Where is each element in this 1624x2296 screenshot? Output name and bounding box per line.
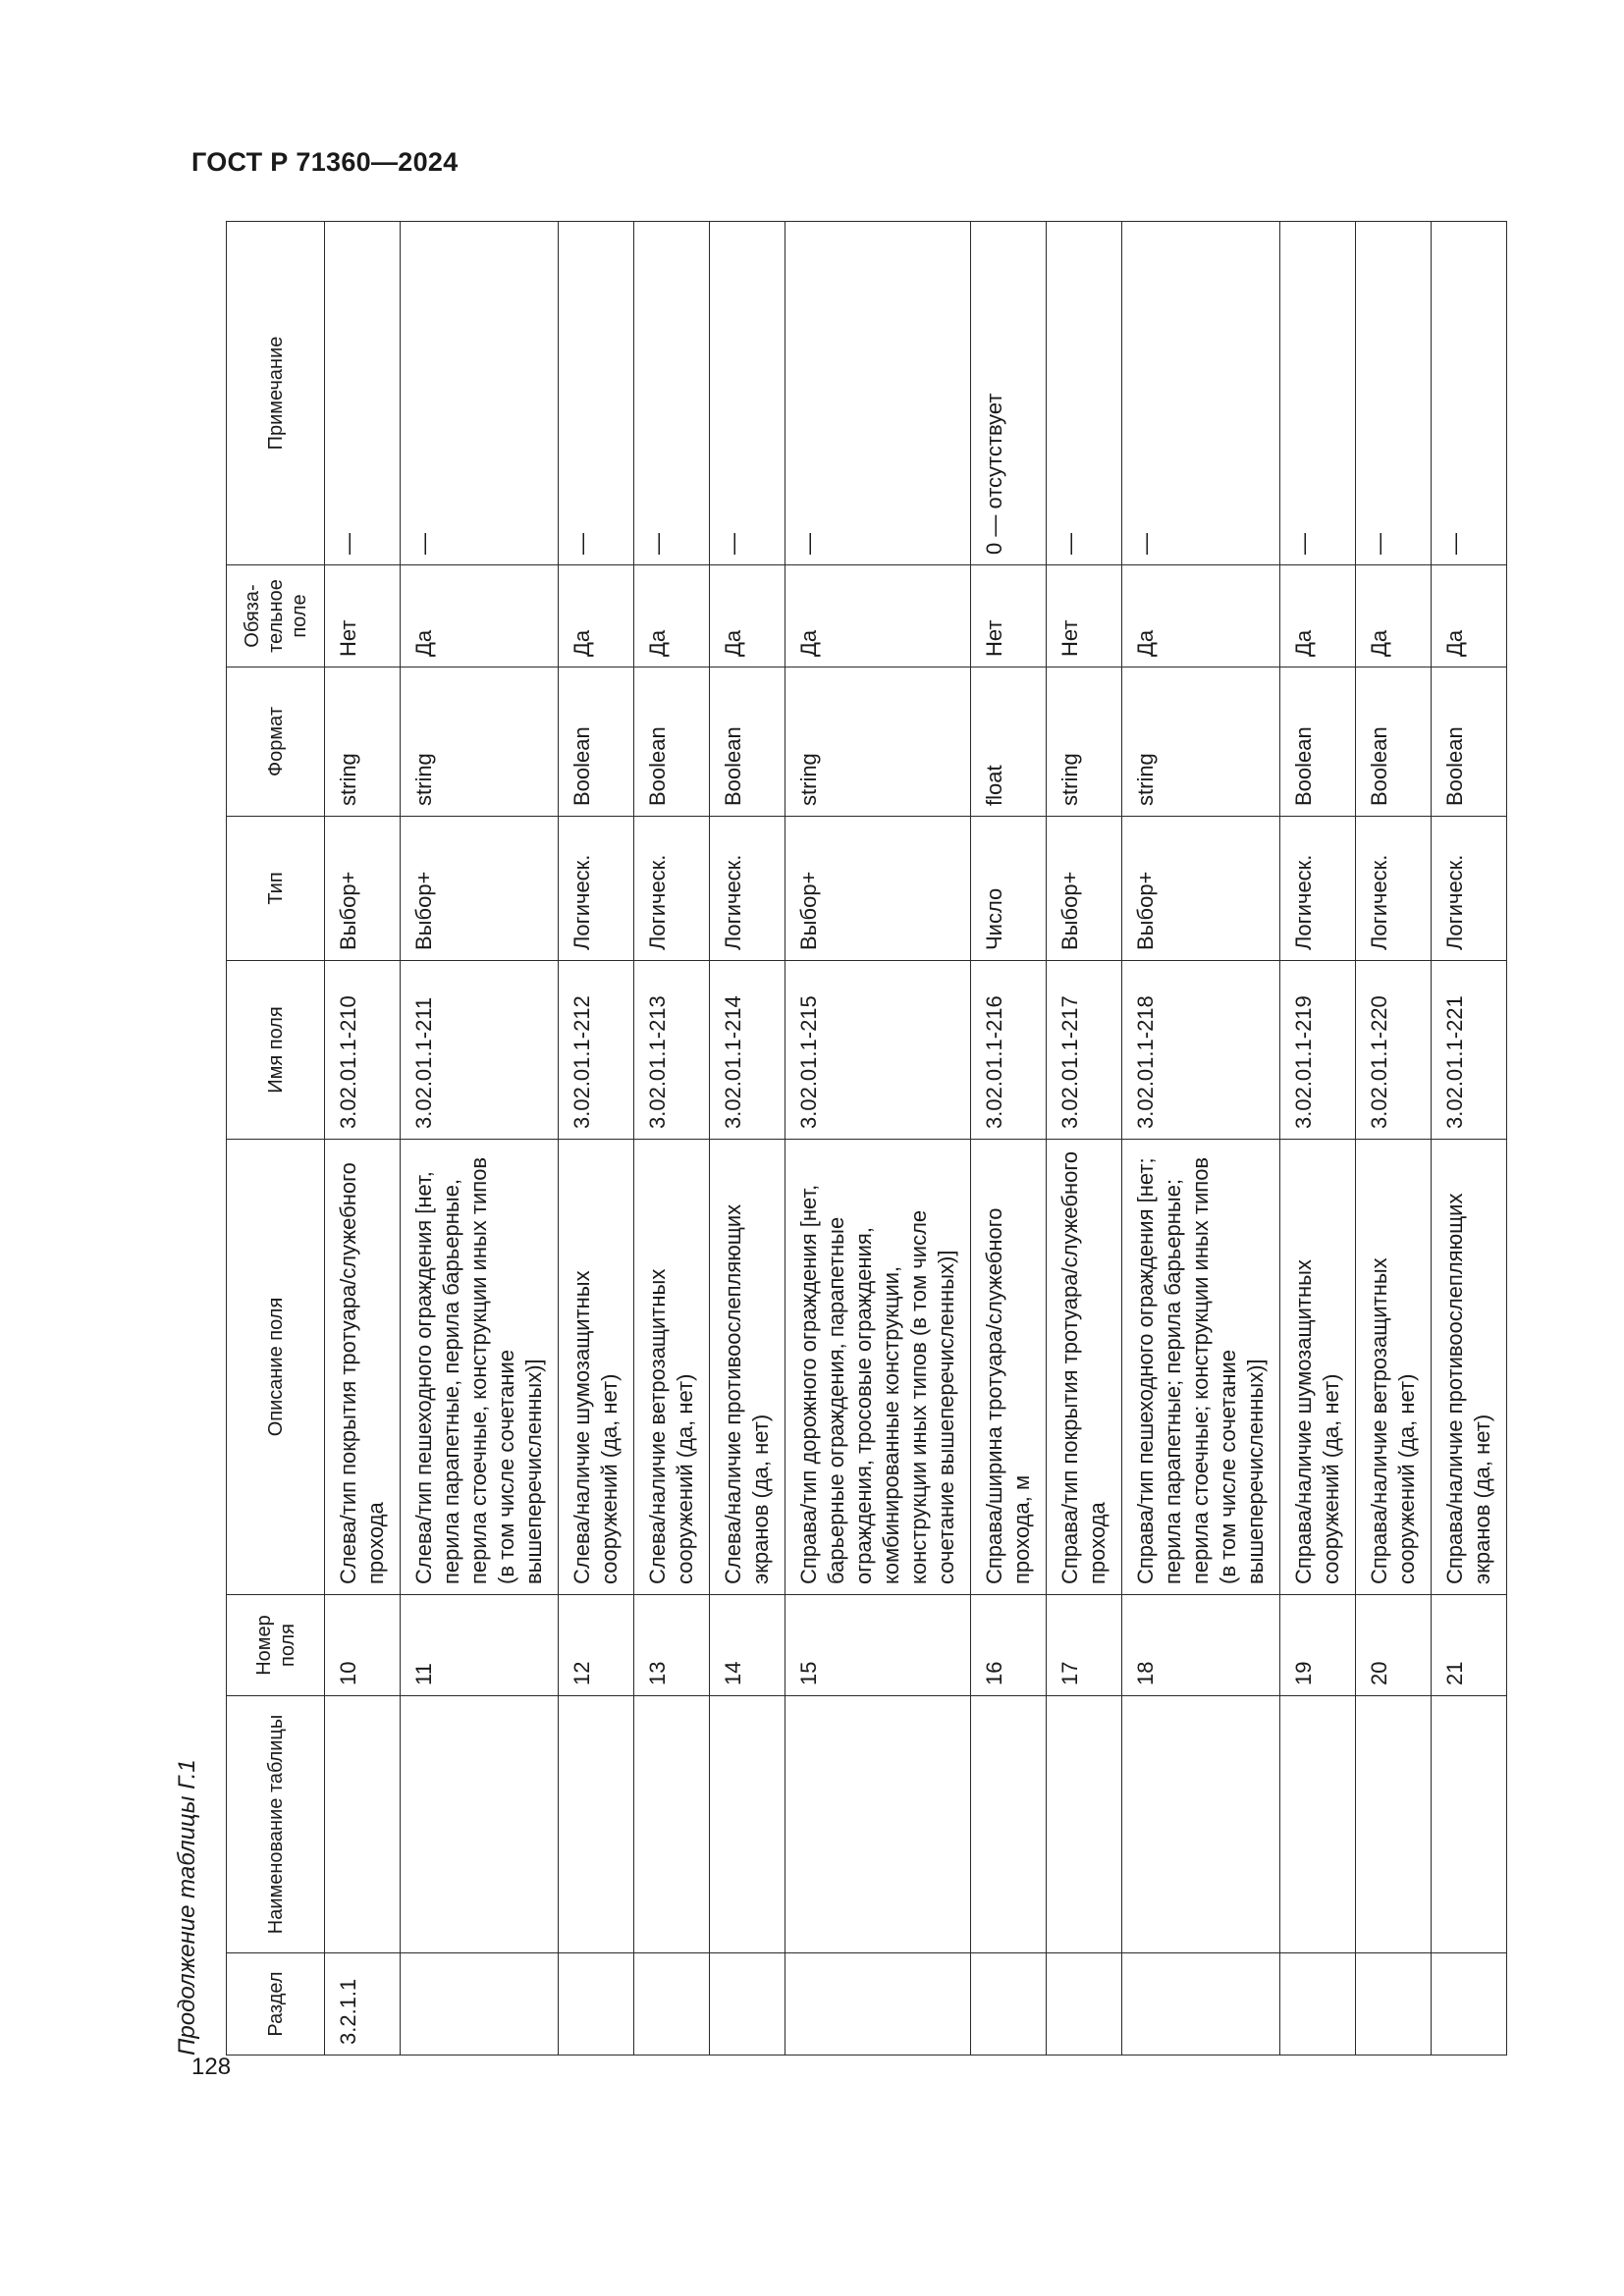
col-header-table-name: Наименование таблицы — [227, 1696, 325, 1953]
table-row — [1047, 222, 1122, 2056]
format-cell: string — [785, 667, 971, 817]
table-row — [634, 222, 710, 2056]
field-name-cell: 3.02.01.1-218 — [1122, 961, 1280, 1140]
description-cell: Слева/наличие шумозащитных сооружений (да, нет) — [559, 1140, 634, 1595]
table-row — [971, 222, 1047, 2056]
section-cell — [634, 1953, 710, 2056]
field-name-cell: 3.02.01.1-216 — [971, 961, 1047, 1140]
field-number-cell: 14 — [710, 1595, 785, 1696]
field-name-cell: 3.02.01.1-210 — [325, 961, 401, 1140]
type-cell: Число — [971, 817, 1047, 961]
section-cell — [401, 1953, 559, 2056]
type-cell: Выбор+ — [785, 817, 971, 961]
table-row — [401, 222, 559, 2056]
type-cell: Логическ. — [1432, 817, 1507, 961]
field-name-cell: 3.02.01.1-213 — [634, 961, 710, 1140]
field-name-cell: 3.02.01.1-211 — [401, 961, 559, 1140]
section-cell — [1122, 1953, 1280, 2056]
format-cell: float — [971, 667, 1047, 817]
type-cell: Логическ. — [559, 817, 634, 961]
table-row — [785, 222, 971, 2056]
format-cell: string — [1047, 667, 1122, 817]
type-cell: Выбор+ — [401, 817, 559, 961]
required-cell: Да — [710, 565, 785, 667]
type-cell: Логическ. — [1356, 817, 1432, 961]
table-name-cell — [559, 1696, 634, 1953]
table-row — [1280, 222, 1356, 2056]
format-cell: Boolean — [1432, 667, 1507, 817]
note-cell: — — [1047, 222, 1122, 565]
field-name-cell: 3.02.01.1-214 — [710, 961, 785, 1140]
required-cell: Нет — [1047, 565, 1122, 667]
fields-table — [226, 221, 1507, 2056]
field-name-cell: 3.02.01.1-217 — [1047, 961, 1122, 1140]
format-cell: string — [1122, 667, 1280, 817]
note-cell: — — [1280, 222, 1356, 565]
note-cell: 0 — отсутствует — [971, 222, 1047, 565]
description-cell: Справа/наличие противоослепляющих экранов (да, нет) — [1432, 1140, 1507, 1595]
table-name-cell — [1432, 1696, 1507, 1953]
description-cell: Справа/ширина тротуара/служебного прохода, м — [971, 1140, 1047, 1595]
section-cell — [1047, 1953, 1122, 2056]
description-cell: Справа/наличие ветрозащитных сооружений (да, нет) — [1356, 1140, 1432, 1595]
field-number-cell: 17 — [1047, 1595, 1122, 1696]
type-cell: Логическ. — [634, 817, 710, 961]
section-cell — [971, 1953, 1047, 2056]
type-cell: Выбор+ — [325, 817, 401, 961]
description-cell: Слева/наличие ветрозащитных сооружений (да, нет) — [634, 1140, 710, 1595]
required-cell: Да — [1122, 565, 1280, 667]
table-caption: Продолжение таблицы Г.1 — [174, 1759, 200, 2056]
table-row — [1356, 222, 1432, 2056]
description-cell: Справа/тип пешеходного ограждения [нет; перила парапетные; перила барьерные; перила стоечные; конструкции иных типов (в том числе сочетание вышеперечисленных)] — [1122, 1140, 1280, 1595]
table-row — [559, 222, 634, 2056]
required-cell: Нет — [971, 565, 1047, 667]
field-number-cell: 10 — [325, 1595, 401, 1696]
table-name-cell — [971, 1696, 1047, 1953]
field-number-cell: 12 — [559, 1595, 634, 1696]
section-cell — [1280, 1953, 1356, 2056]
required-cell: Да — [634, 565, 710, 667]
required-cell: Да — [401, 565, 559, 667]
note-cell: — — [401, 222, 559, 565]
table-name-cell — [710, 1696, 785, 1953]
table-header-row — [227, 222, 325, 2056]
section-cell — [785, 1953, 971, 2056]
table-row — [710, 222, 785, 2056]
required-cell: Да — [1356, 565, 1432, 667]
table-name-cell — [1122, 1696, 1280, 1953]
format-cell: Boolean — [559, 667, 634, 817]
type-cell: Выбор+ — [1122, 817, 1280, 961]
format-cell: Boolean — [1356, 667, 1432, 817]
section-cell — [1432, 1953, 1507, 2056]
col-header-note: Примечание — [227, 222, 325, 565]
type-cell: Выбор+ — [1047, 817, 1122, 961]
required-cell: Нет — [325, 565, 401, 667]
note-cell: — — [1122, 222, 1280, 565]
type-cell: Логическ. — [1280, 817, 1356, 961]
col-header-required: Обяза-тельное поле — [227, 565, 325, 667]
description-cell: Справа/тип дорожного ограждения [нет, барьерные ограждения, парапетные ограждения, тросовые ограждения, комбинированные конструкции, конструкции иных типов (в том числе сочетание вышеперечисленных)] — [785, 1140, 971, 1595]
field-name-cell: 3.02.01.1-212 — [559, 961, 634, 1140]
format-cell: Boolean — [634, 667, 710, 817]
section-cell — [559, 1953, 634, 2056]
format-cell: string — [401, 667, 559, 817]
required-cell: Да — [1280, 565, 1356, 667]
field-number-cell: 19 — [1280, 1595, 1356, 1696]
table-name-cell — [785, 1696, 971, 1953]
note-cell: — — [710, 222, 785, 565]
table-name-cell — [401, 1696, 559, 1953]
table-name-cell — [1047, 1696, 1122, 1953]
field-name-cell: 3.02.01.1-220 — [1356, 961, 1432, 1140]
note-cell: — — [634, 222, 710, 565]
table-name-cell — [634, 1696, 710, 1953]
format-cell: string — [325, 667, 401, 817]
col-header-type: Тип — [227, 817, 325, 961]
field-number-cell: 15 — [785, 1595, 971, 1696]
section-cell — [1356, 1953, 1432, 2056]
note-cell: — — [1356, 222, 1432, 565]
required-cell: Да — [559, 565, 634, 667]
page-number: 128 — [191, 2054, 232, 2080]
note-cell: — — [325, 222, 401, 565]
field-number-cell: 18 — [1122, 1595, 1280, 1696]
table-name-cell — [1280, 1696, 1356, 1953]
field-name-cell: 3.02.01.1-219 — [1280, 961, 1356, 1140]
required-cell: Да — [785, 565, 971, 667]
col-header-description: Описание поля — [227, 1140, 325, 1595]
field-number-cell: 20 — [1356, 1595, 1432, 1696]
col-header-field-name: Имя поля — [227, 961, 325, 1140]
field-number-cell: 21 — [1432, 1595, 1507, 1696]
description-cell: Справа/тип покрытия тротуара/служебного прохода — [1047, 1140, 1122, 1595]
section-cell: 3.2.1.1 — [325, 1953, 401, 2056]
description-cell: Слева/тип пешеходного ограждения [нет, перила парапетные, перила барьерные, перила стоечные, конструкции иных типов (в том числе сочетание вышеперечисленных)] — [401, 1140, 559, 1595]
format-cell: Boolean — [1280, 667, 1356, 817]
table-row — [1122, 222, 1280, 2056]
field-name-cell: 3.02.01.1-215 — [785, 961, 971, 1140]
field-number-cell: 16 — [971, 1595, 1047, 1696]
rotated-table-block — [173, 222, 1496, 2056]
description-cell: Слева/тип покрытия тротуара/служебного прохода — [325, 1140, 401, 1595]
description-cell: Справа/наличие шумозащитных сооружений (да, нет) — [1280, 1140, 1356, 1595]
table-name-cell — [1356, 1696, 1432, 1953]
table-name-cell — [325, 1696, 401, 1953]
field-number-cell: 11 — [401, 1595, 559, 1696]
section-cell — [710, 1953, 785, 2056]
field-name-cell: 3.02.01.1-221 — [1432, 961, 1507, 1140]
format-cell: Boolean — [710, 667, 785, 817]
col-header-format: Формат — [227, 667, 325, 817]
description-cell: Слева/наличие противоослепляющих экранов (да, нет) — [710, 1140, 785, 1595]
note-cell: — — [559, 222, 634, 565]
table-row — [325, 222, 401, 2056]
required-cell: Да — [1432, 565, 1507, 667]
col-header-section: Раздел — [227, 1953, 325, 2056]
note-cell: — — [1432, 222, 1507, 565]
col-header-field-number: Номер поля — [227, 1595, 325, 1696]
document-code: ГОСТ Р 71360—2024 — [191, 147, 459, 177]
table-row — [1432, 222, 1507, 2056]
type-cell: Логическ. — [710, 817, 785, 961]
field-number-cell: 13 — [634, 1595, 710, 1696]
note-cell: — — [785, 222, 971, 565]
